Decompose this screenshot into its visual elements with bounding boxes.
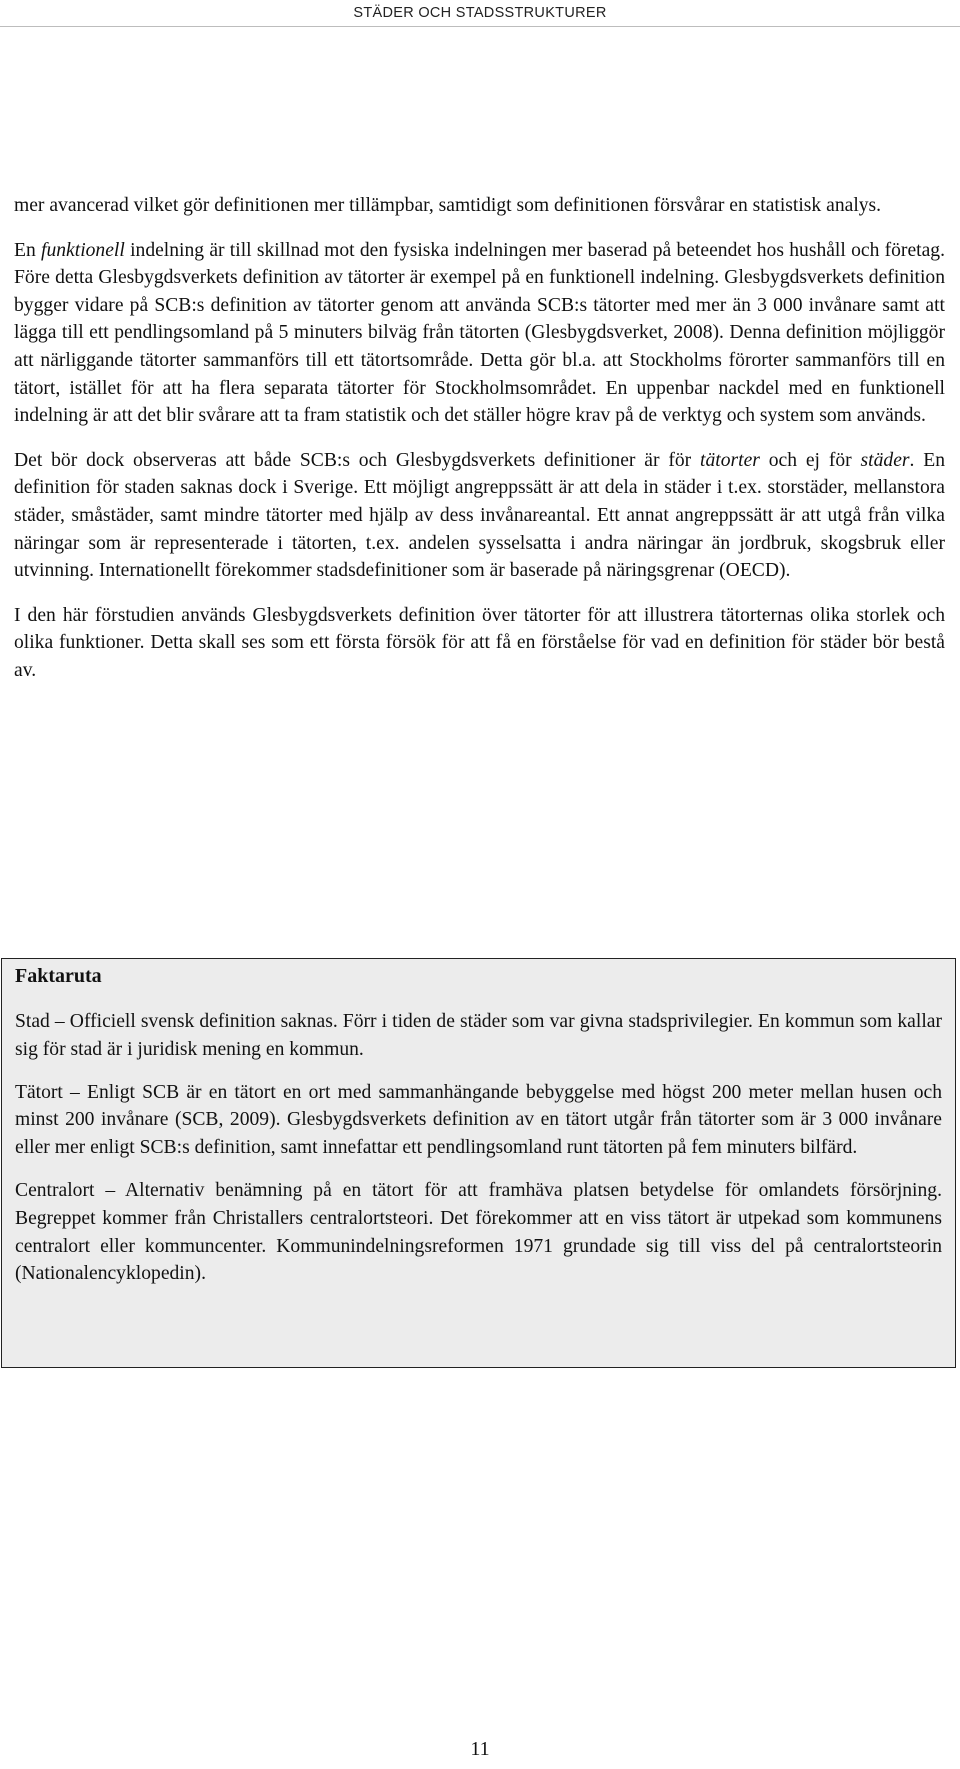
- term-tatorter: tätorter: [700, 449, 760, 471]
- term-stader: städer: [860, 449, 910, 471]
- fact-entry-tatort: Tätort – Enligt SCB är en tätort en ort med sammanhängande bebyggelse med högst 200 meter mellan husen och minst 200 invånare (SCB, 2009). Glesbygdsverkets definition av en tätort utgår från tätorter som är 3 000 invånare eller mer enligt SCB:s definition, samt innefattar ett pendlingsomland runt tätorten på fem minuters bilfärd.: [15, 1081, 942, 1159]
- paragraph-3-text-b: och ej för: [759, 449, 861, 471]
- fact-entry-stad: Stad – Officiell svensk definition saknas. Förr i tiden de städer som var givna stadsprivilegier. En kommun som kallar sig för stad är i juridisk mening en kommun.: [15, 1011, 942, 1060]
- paragraph-2: [14, 237, 945, 430]
- body-text: [14, 192, 945, 702]
- page-number: 11: [470, 1738, 490, 1760]
- paragraph-2-text-b: indelning är till skillnad mot den fysiska indelningen mer baserad på beteendet hos hushåll och företag. Före detta Glesbygdsverkets definition av tätorter är exempel på en funktionell indelning. Glesbygdsverkets definition bygger vidare på SCB:s definition av tätorter genom att använda SCB:s tätorter med mer än 3 000 invånare samt att lägga till ett pendlingsomland på 5 minuters bilväg från tätorten (Glesbygdsverket, 2008). Denna definition möjliggör att närliggande tätorter sammanförs till ett tätortsområde. Detta gör bl.a. att Stockholms förorter sammanförs till en tätort, istället för att ha flera separata tätorter för Stockholmsområdet. En uppenbar nackdel med en funktionell indelning är att det blir svårare att ta fram statistik och det ställer högre krav på de verktyg och system som används.: [14, 239, 945, 427]
- fact-box-title: Faktaruta: [15, 965, 102, 987]
- fact-entry-centralort: Centralort – Alternativ benämning på en tätort för att framhäva platsen betydelse för omlandets försörjning. Begreppet kommer från Christallers centralortsteori. Det förekommer att en viss tätort är utpekad som kommunens centralort eller kommuncenter. Kommunindelningsreformen 1971 grundade sig till viss del på centralortsteorin (Nationalencyklopedin).: [15, 1179, 942, 1285]
- fact-box: [1, 958, 956, 1368]
- paragraph-4: I den här förstudien används Glesbygdsverkets definition över tätorter för att illustrera tätorternas olika storlek och olika funktioner. Detta skall ses som ett första försök för att få en förståelse för vad en definition för städer bör bestå av.: [14, 604, 945, 681]
- paragraph-1: mer avancerad vilket gör definitionen mer tillämpbar, samtidigt som definitionen försvårar en statistisk analys.: [14, 195, 882, 216]
- paragraph-3-text-c: . En definition för staden saknas dock i Sverige. Ett möjligt angreppssätt är att dela in städer i t.ex. storstäder, mellanstora städer, småstäder, samt mindre tätorter med hjälp av dess invånareantal. Ett annat angreppssätt är att utgå från vilka näringar som är representerade i tätorten, t.ex. andelen sysselsatta i andra näringar än jordbruk, skogsbruk eller utvinning. Internationellt förekommer stadsdefinitioner som är baserade på näringsgrenar (OECD).: [14, 449, 946, 582]
- running-header-title: STÄDER OCH STADSSTRUKTURER: [353, 5, 607, 21]
- paragraph-3: [14, 447, 945, 585]
- paragraph-3-text-a: Det bör dock observeras att både SCB:s och Glesbygdsverkets definitioner är för: [14, 449, 701, 471]
- running-header: [0, 0, 960, 27]
- term-funktionell: funktionell: [41, 239, 125, 261]
- paragraph-2-text-a: En: [14, 239, 42, 261]
